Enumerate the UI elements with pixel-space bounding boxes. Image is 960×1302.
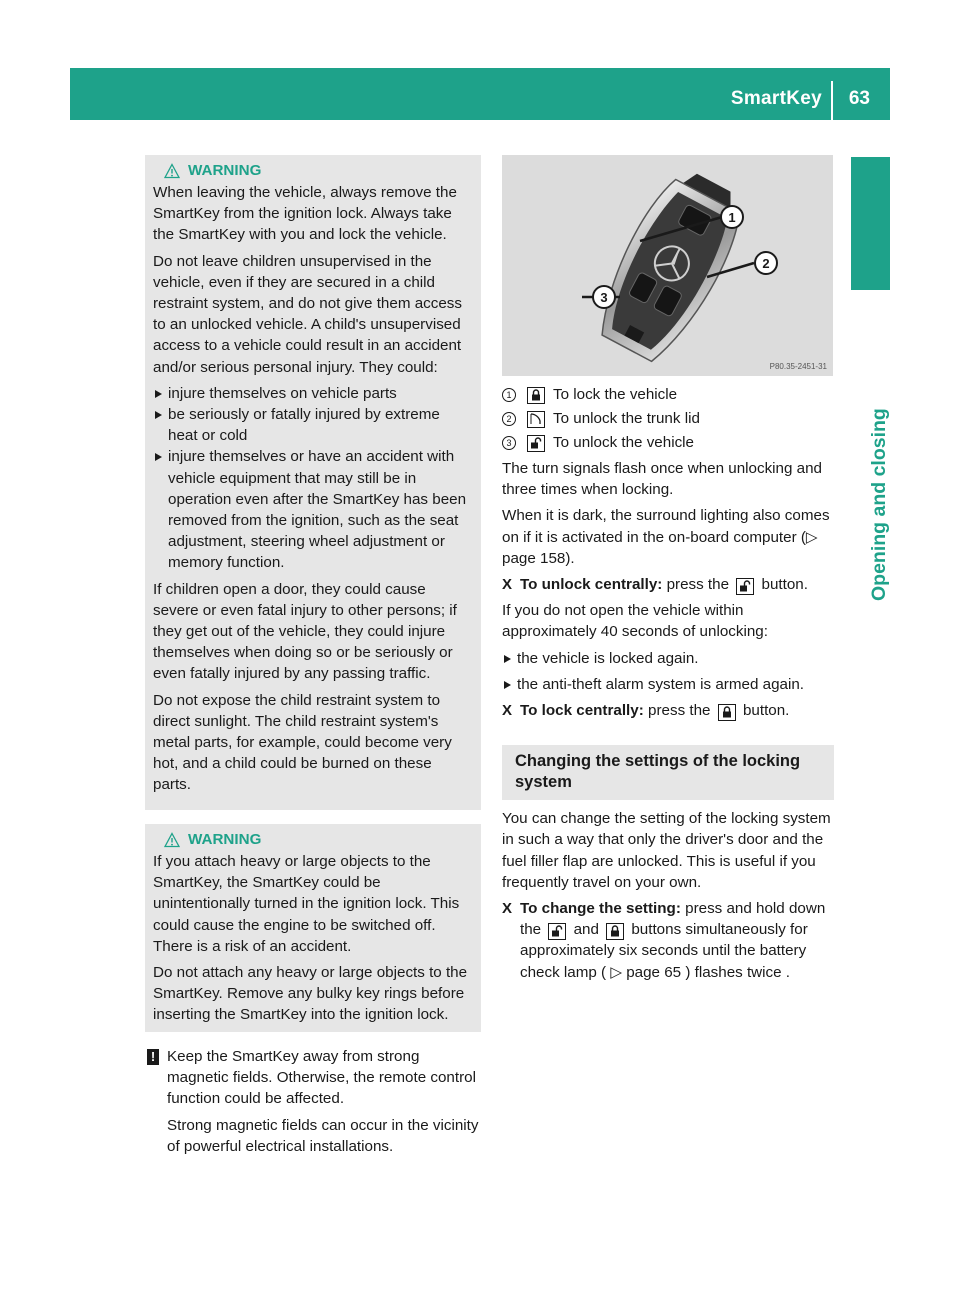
trunk-icon (527, 411, 545, 428)
warning-paragraph: Do not attach any heavy or large objects to the SmartKey. Remove any bulky key rings before inserting the SmartKey into the ignition lock. (153, 964, 468, 1024)
unlock-icon (527, 435, 545, 452)
notice-exclamation-icon: ! (147, 1049, 159, 1065)
header-divider (831, 81, 833, 120)
step-label: To lock centrally: (520, 702, 644, 720)
step-text: press the (666, 576, 734, 594)
body-paragraph: You can change the setting of the locking system in such a way that only the driver's door and the fuel filler flap are unlocked. This is useful if you frequently travel on your own. (502, 810, 831, 891)
step-change-setting (502, 898, 834, 983)
side-tab-label: Opening and closing (868, 408, 890, 601)
bullet-list (502, 648, 834, 695)
body-text: ). (565, 549, 575, 567)
step-marker-icon: X (502, 576, 513, 594)
lock-icon (527, 387, 545, 404)
warning-paragraph: If you attach heavy or large objects to the SmartKey, the SmartKey could be unintentionally turned in the ignition lock. This could cause the engine to be switched off. There is a risk of an accident. (153, 853, 460, 955)
callout-3: 3 (600, 290, 608, 305)
page-reference-link[interactable]: ▷ page 158 (502, 528, 818, 567)
side-tab (841, 303, 890, 603)
warning-paragraph: Do not leave children unsupervised in the vehicle, even if they are secured in a child restraint system, and do not give them access to an unlocked vehicle. A child's unsupervised access to a vehicle could result in an accident and/or serious personal injury. They could: (153, 252, 462, 376)
body-paragraph: The turn signals flash once when unlocking and three times when locking. (502, 460, 822, 499)
lock-icon (718, 704, 736, 721)
section-title: Changing the settings of the locking system (515, 752, 801, 792)
warning-paragraph: When leaving the vehicle, always remove the SmartKey from the ignition lock. Always take the SmartKey with you and lock the vehicle. (153, 184, 457, 244)
legend-number: 2 (502, 412, 516, 426)
body-paragraph: If you do not open the vehicle within approximately 40 seconds of unlocking: (502, 602, 768, 641)
legend-text: To unlock the vehicle (553, 434, 694, 452)
side-tab-block (851, 157, 890, 290)
legend-row-lock (502, 383, 834, 407)
warning-triangle-icon (164, 163, 180, 179)
warning-heading (153, 829, 473, 851)
callout-1: 1 (728, 210, 736, 225)
legend-text: To lock the vehicle (553, 386, 678, 404)
step-text: button. (757, 576, 808, 594)
legend-text: To unlock the trunk lid (553, 410, 700, 428)
step-text: ) flashes twice . (685, 963, 791, 981)
warning-title: WARNING (188, 162, 262, 180)
step-marker-icon: X (502, 702, 513, 720)
page-header (70, 68, 890, 120)
section-heading-box (502, 745, 834, 800)
legend-number: 1 (502, 388, 516, 402)
step-text: button. (738, 702, 790, 720)
lock-icon (606, 923, 624, 940)
warning-box-1 (145, 155, 481, 810)
chapter-title: SmartKey (730, 88, 822, 109)
page-reference-link[interactable]: ▷ page 65 (610, 963, 686, 981)
list-item: the vehicle is locked again. (502, 648, 834, 669)
step-text: and (569, 921, 604, 939)
step-label: To unlock centrally: (520, 576, 663, 594)
warning-triangle-icon (164, 832, 180, 848)
legend-row-trunk (502, 407, 834, 431)
step-text: press the (648, 702, 715, 720)
step-text: buttons simultaneously for approximately six seconds until the battery check lamp ( (520, 921, 808, 981)
step-marker-icon: X (502, 900, 513, 918)
body-text: When it is dark, the surround lighting also comes on if it is activated in the on-board computer ( (502, 507, 830, 546)
list-item: be seriously or fatally injured by extreme heat or cold (153, 404, 473, 446)
warning-paragraph: Do not expose the child restraint system to direct sunlight. The child restraint system's metal parts, for example, could become very hot, and a child could be burned on these parts. (153, 691, 452, 794)
warning-paragraph: If children open a door, they could cause severe or even fatal injury to other persons; if they get out of the vehicle, they could injure themselves when doing so or be seriously or even fatally injured by any passing traffic. (153, 580, 457, 683)
notice-block (145, 1046, 481, 1162)
warning-bullet-list (153, 383, 473, 574)
smartkey-figure (502, 155, 833, 376)
list-item: the anti-theft alarm system is armed again. (502, 674, 834, 695)
list-item: injure themselves on vehicle parts (153, 383, 473, 404)
step-text: press and hold down the (520, 900, 826, 939)
legend-number: 3 (502, 436, 516, 450)
warning-title: WARNING (188, 831, 262, 849)
notice-paragraph: Keep the SmartKey away from strong magnetic fields. Otherwise, the remote control function could be affected. (167, 1048, 476, 1108)
list-item: injure themselves or have an accident with vehicle equipment that may still be in operation even after the SmartKey has been removed from the ignition, such as the seat adjustment, steering wheel adjustment or memory function. (153, 446, 473, 573)
unlock-icon (548, 923, 566, 940)
step-lock-centrally (502, 700, 834, 721)
figure-code: P80.35-2451-31 (769, 362, 827, 371)
step-unlock-centrally (502, 574, 834, 595)
callout-2: 2 (762, 256, 770, 271)
step-label: To change the setting: (520, 900, 681, 918)
body-paragraph (502, 505, 834, 569)
warning-heading (153, 160, 473, 182)
legend-row-unlock (502, 431, 834, 455)
notice-paragraph: Strong magnetic fields can occur in the vicinity of powerful electrical installations. (167, 1116, 479, 1155)
smartkey-illustration (502, 155, 833, 376)
unlock-icon (736, 578, 754, 595)
warning-box-2 (145, 824, 481, 1032)
page-number: 63 (848, 88, 870, 109)
notice (145, 1046, 481, 1157)
right-column (502, 383, 834, 988)
